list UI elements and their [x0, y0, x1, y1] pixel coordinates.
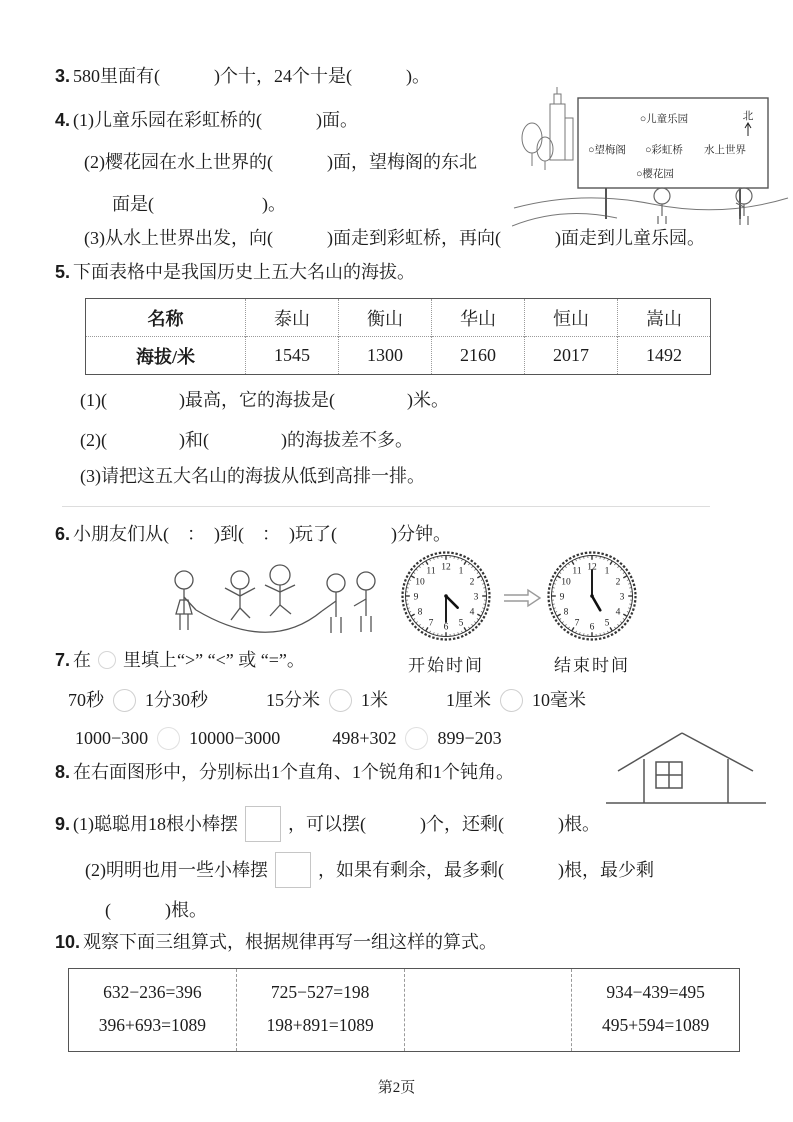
question-6: [55, 522, 451, 546]
question-8-text: 在右面图形中，分别标出1个直角、1个锐角和1个钝角。: [73, 762, 515, 782]
table-cell: 名称: [147, 308, 184, 329]
compare-left: 70秒: [68, 690, 104, 710]
question-6-text: 小朋友们从( ： )到( ： )玩了( )分钟。: [73, 524, 451, 544]
map-label-children-park: ○儿童乐园: [639, 114, 689, 125]
question-5-sub2: [80, 428, 413, 452]
question-8: [55, 760, 514, 784]
svg-text:10: 10: [415, 577, 425, 588]
equation-group: [572, 969, 740, 1052]
question-3: [55, 64, 430, 88]
park-map-illustration: [512, 86, 790, 233]
map-label-cherry-garden: ○樱花园: [636, 169, 674, 180]
question-5-sub2-text: (2)( )和( )的海拔差不多。: [80, 430, 413, 450]
compare-pair: [446, 688, 586, 712]
question-9-sub1-after: ，可以摆( )个，还剩( )根。: [288, 813, 600, 834]
question-6-number: 6.: [55, 524, 71, 544]
question-4-sub1: [55, 108, 358, 132]
question-5-sub1: [80, 388, 449, 412]
question-5-sub1-text: (1)( )最高，它的海拔是( )米。: [80, 390, 449, 410]
svg-text:12: 12: [587, 562, 597, 573]
svg-text:4: 4: [469, 607, 475, 618]
end-clock-label: 结束时间: [554, 656, 630, 675]
table-cell: 1545: [246, 337, 339, 375]
compare-right: 1米: [361, 690, 388, 710]
end-clock-face: [544, 548, 640, 649]
table-cell: 华山: [432, 299, 525, 337]
question-7-number: 7.: [55, 650, 71, 670]
start-clock-label: 开始时间: [408, 656, 484, 675]
equation: 725−527=198: [270, 982, 370, 1002]
compare-right: 1分30秒: [145, 690, 208, 710]
compare-right: 10000−3000: [189, 728, 281, 748]
svg-text:1: 1: [604, 566, 610, 577]
question-9-sub2-cont-text: ( )根。: [105, 900, 207, 920]
section-divider: [62, 506, 710, 507]
svg-text:11: 11: [572, 566, 582, 577]
table-cell: 嵩山: [618, 299, 711, 337]
table-cell: 泰山: [246, 299, 339, 337]
equation: 632−236=396: [103, 982, 202, 1002]
svg-text:5: 5: [604, 618, 610, 629]
question-7-title-after: 里填上“>” “<” 或 “=”。: [123, 650, 305, 670]
start-clock: [398, 548, 494, 676]
equation-group: [236, 969, 404, 1052]
svg-text:1: 1: [458, 566, 464, 577]
question-4-sub1-text: (1)儿童乐园在彩虹桥的( )面。: [73, 110, 358, 130]
fill-circle-icon: [113, 689, 136, 712]
start-clock-face: [398, 548, 494, 649]
question-5: [55, 260, 415, 284]
compare-left: 15分米: [266, 690, 320, 710]
svg-text:7: 7: [574, 618, 580, 629]
map-north-label: 北: [742, 111, 754, 122]
question-5-sub3: [80, 464, 425, 488]
question-5-number: 5.: [55, 262, 71, 282]
table-cell: 恒山: [525, 299, 618, 337]
question-9-sub1: [55, 806, 600, 842]
compare-left: 498+302: [332, 728, 397, 748]
equation-group: [69, 969, 237, 1052]
table-cell: 2017: [525, 337, 618, 375]
equation: 198+891=1089: [266, 1015, 374, 1035]
svg-text:2: 2: [469, 577, 475, 588]
compare-left: 1厘米: [446, 690, 491, 710]
table-cell: 衡山: [339, 299, 432, 337]
page-number: [0, 1076, 793, 1097]
mountain-table: [85, 298, 711, 375]
question-4-sub2a: [84, 150, 477, 174]
table-header-row: [86, 299, 711, 337]
compare-pair: [266, 688, 388, 712]
equation: 495+594=1089: [602, 1015, 710, 1035]
question-9-sub1-before: (1)聪聪用18根小棒摆: [73, 813, 239, 834]
table-value-row: [86, 337, 711, 375]
fill-circle-icon: [500, 689, 523, 712]
compare-right: 899−203: [437, 728, 502, 748]
fill-circle-icon: [405, 727, 428, 750]
question-9-sub2: [85, 852, 654, 888]
svg-text:9: 9: [413, 592, 419, 603]
question-10: [55, 930, 497, 954]
page-number-text: 第2页: [377, 1080, 416, 1096]
end-clock: [544, 548, 640, 676]
compare-left: 1000−300: [75, 728, 149, 748]
svg-text:8: 8: [563, 607, 569, 618]
question-9-sub2-cont: [105, 898, 207, 922]
svg-text:7: 7: [428, 618, 434, 629]
svg-text:11: 11: [426, 566, 436, 577]
table-cell: 1492: [618, 337, 711, 375]
question-4-sub2a-text: (2)樱花园在水上世界的( )面，望梅阁的东北: [84, 152, 477, 172]
children-jump-rope-illustration: [158, 552, 393, 657]
question-9-number: 9.: [55, 813, 71, 834]
question-4-sub2b: [112, 192, 286, 216]
arrow-icon: [502, 586, 542, 615]
compare-pair: [332, 726, 501, 750]
svg-text:8: 8: [417, 607, 423, 618]
question-7-row1: [68, 688, 586, 712]
svg-text:4: 4: [615, 607, 621, 618]
svg-text:3: 3: [619, 592, 625, 603]
question-9-sub2-before: (2)明明也用一些小棒摆: [85, 859, 268, 880]
table-cell: 2160: [432, 337, 525, 375]
equation-group-blank: [404, 969, 572, 1052]
question-10-number: 10.: [55, 932, 81, 952]
question-7-title-before: 在: [73, 650, 92, 670]
table-cell: 海拔/米: [86, 337, 246, 375]
fill-circle-icon: [98, 651, 116, 669]
question-3-number: 3.: [55, 66, 71, 86]
compare-pair: [68, 688, 208, 712]
question-5-sub3-text: (3)请把这五大名山的海拔从低到高排一排。: [80, 466, 425, 486]
map-label-wangmei-pavilion: ○望梅阁: [588, 145, 626, 156]
question-4-sub2b-text: 面是( )。: [112, 194, 286, 214]
house-figure: [598, 724, 776, 817]
svg-text:9: 9: [559, 592, 565, 603]
question-4-number: 4.: [55, 110, 71, 130]
svg-text:5: 5: [458, 618, 464, 629]
question-7-row2: [75, 726, 502, 750]
svg-text:12: 12: [441, 562, 451, 573]
fill-circle-icon: [329, 689, 352, 712]
equation: 934−439=495: [606, 982, 705, 1002]
question-10-title: 观察下面三组算式，根据规律再写一组这样的算式。: [83, 932, 498, 952]
equation: 396+693=1089: [98, 1015, 206, 1035]
square-shape: [245, 806, 281, 842]
svg-text:6: 6: [443, 622, 449, 633]
map-label-rainbow-bridge: ○彩虹桥: [645, 145, 683, 156]
equation-table: [68, 968, 740, 1052]
map-label-water-world: 水上世界: [704, 145, 746, 156]
question-9-sub2-after: ，如果有剩余，最多剩( )根，最少剩: [318, 859, 654, 880]
question-3-text: 580里面有( )个十，24个十是( )。: [73, 66, 430, 86]
compare-pair: [75, 726, 280, 750]
svg-text:3: 3: [473, 592, 479, 603]
square-shape: [275, 852, 311, 888]
question-8-number: 8.: [55, 762, 71, 782]
fill-circle-icon: [157, 727, 180, 750]
question-7-title: [55, 648, 305, 672]
question-4-sub3-text: (3)从水上世界出发，向( )面走到彩虹桥，再向( )面走到儿童乐园。: [84, 228, 705, 248]
svg-text:2: 2: [615, 577, 621, 588]
compare-right: 10毫米: [532, 690, 586, 710]
question-5-title: 下面表格中是我国历史上五大名山的海拔。: [73, 262, 416, 282]
table-cell: 1300: [339, 337, 432, 375]
svg-text:6: 6: [589, 622, 595, 633]
svg-text:10: 10: [561, 577, 571, 588]
